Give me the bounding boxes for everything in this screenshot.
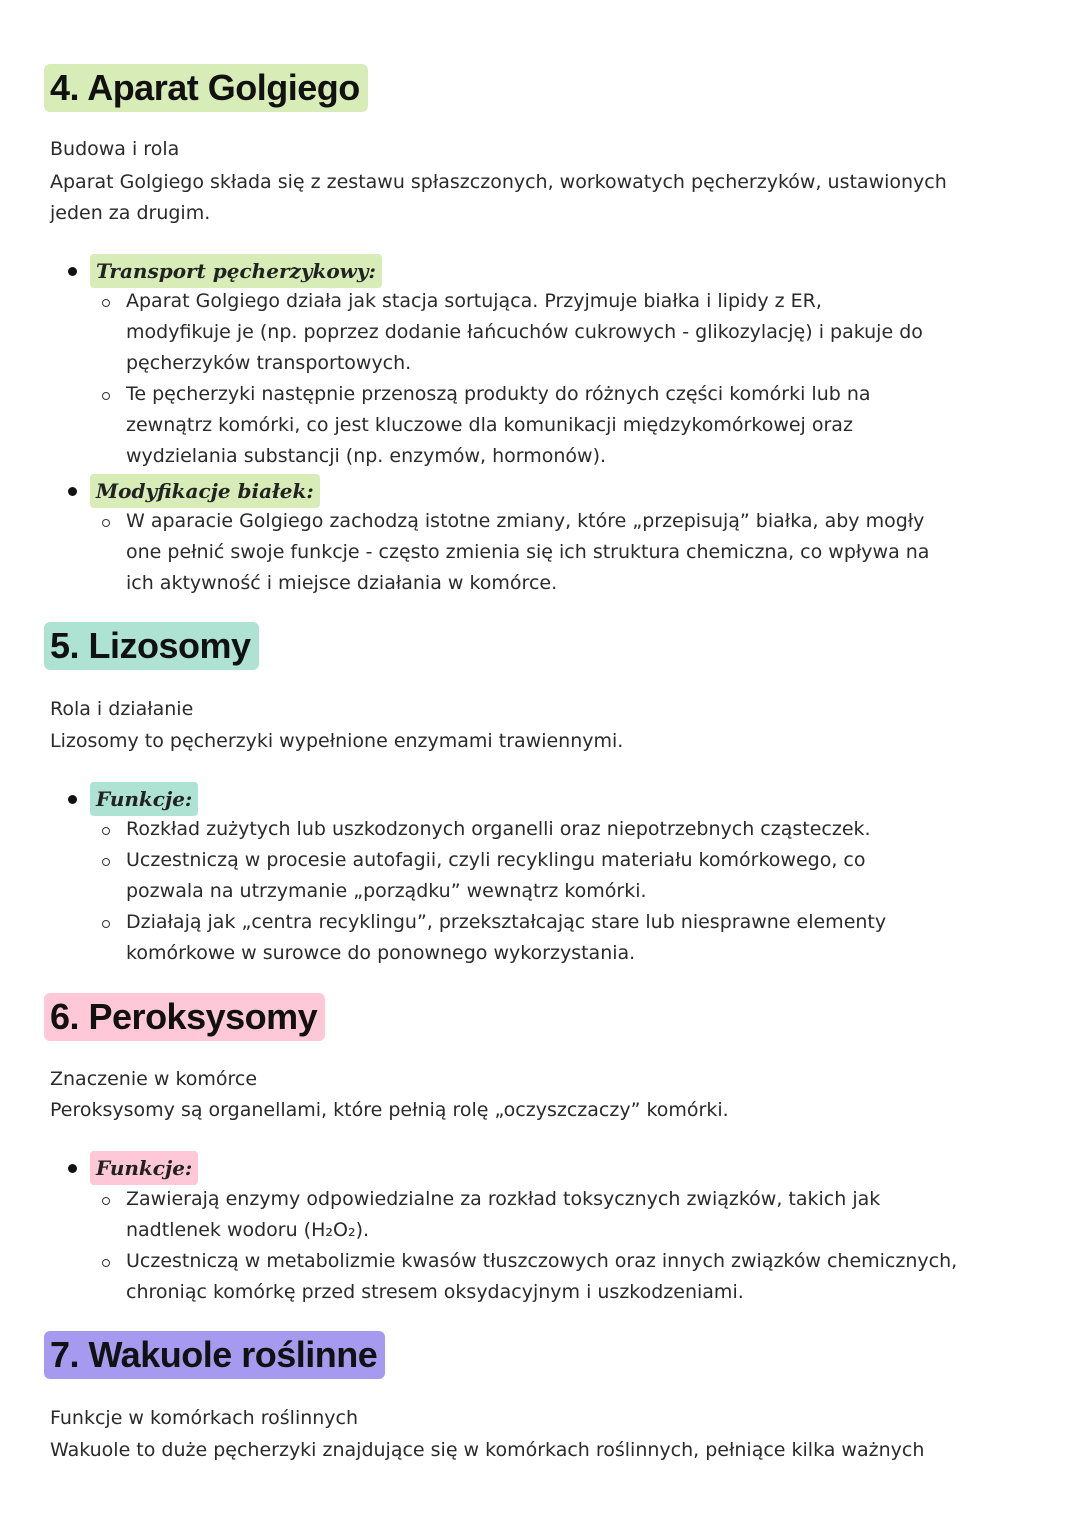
list-item-line: Działają jak „centra recyklingu”, przekształcając stare lub niesprawne elementy [126, 911, 887, 933]
list-item-line: komórkowe w surowce do ponownego wykorzystania. [126, 942, 636, 964]
label-funkcje: Funkcje: [90, 1151, 198, 1185]
section-subtitle: Znaczenie w komórce [50, 1068, 258, 1090]
intro-line: Aparat Golgiego składa się z zestawu spłaszczonych, workowatych pęcherzyków, ustawionych [50, 171, 947, 193]
bullet-dot [68, 267, 77, 276]
sub-bullet-circle [102, 1197, 110, 1205]
list-item-line: pozwala na utrzymanie „porządku” wewnątrz komórki. [126, 880, 647, 902]
sub-bullet-circle [102, 827, 110, 835]
intro-line: Peroksysomy są organellami, które pełnią rolę „oczyszczaczy” komórki. [50, 1099, 729, 1121]
intro-line: jeden za drugim. [50, 202, 211, 224]
list-item-line: Uczestniczą w metabolizmie kwasów tłuszczowych oraz innych związków chemicznych, [126, 1250, 958, 1272]
intro-line: Wakuole to duże pęcherzyki znajdujące się w komórkach roślinnych, pełniące kilka ważnych [50, 1439, 925, 1461]
section-subtitle: Rola i działanie [50, 698, 194, 720]
list-item-line: one pełnić swoje funkcje - często zmienia się ich struktura chemiczna, co wpływa na [126, 541, 930, 563]
sub-bullet-circle [102, 1259, 110, 1267]
list-item-line: pęcherzyków transportowych. [126, 352, 412, 374]
list-item-line: wydzielania substancji (np. enzymów, hormonów). [126, 445, 607, 467]
list-item-line: ich aktywność i miejsce działania w komórce. [126, 572, 558, 594]
list-item-line: Te pęcherzyki następnie przenoszą produkty do różnych części komórki lub na [126, 383, 871, 405]
section-heading-peroksysomy: 6. Peroksysomy [44, 993, 325, 1041]
intro-line: Lizosomy to pęcherzyki wypełnione enzymami trawiennymi. [50, 730, 624, 752]
sub-bullet-circle [102, 299, 110, 307]
list-item-line: nadtlenek wodoru (H₂O₂). [126, 1219, 370, 1241]
section-heading-lizosomy: 5. Lizosomy [44, 622, 259, 670]
sub-bullet-circle [102, 392, 110, 400]
section-heading-wakuole: 7. Wakuole roślinne [44, 1331, 385, 1379]
sub-bullet-circle [102, 920, 110, 928]
list-item-line: zewnątrz komórki, co jest kluczowe dla komunikacji międzykomórkowej oraz [126, 414, 853, 436]
list-item-line: chroniąc komórkę przed stresem oksydacyjnym i uszkodzeniami. [126, 1281, 744, 1303]
bullet-dot [68, 487, 77, 496]
list-item-line: Aparat Golgiego działa jak stacja sortująca. Przyjmuje białka i lipidy z ER, [126, 290, 822, 312]
list-item-line: Zawierają enzymy odpowiedzialne za rozkład toksycznych związków, takich jak [126, 1188, 881, 1210]
section-heading-golgi: 4. Aparat Golgiego [44, 64, 368, 112]
label-modyfikacje: Modyfikacje białek: [90, 474, 320, 508]
bullet-dot [68, 1164, 77, 1173]
sub-bullet-circle [102, 519, 110, 527]
section-subtitle: Funkcje w komórkach roślinnych [50, 1407, 359, 1429]
bullet-dot [68, 795, 77, 804]
section-subtitle: Budowa i rola [50, 138, 180, 160]
list-item-line: Rozkład zużytych lub uszkodzonych organelli oraz niepotrzebnych cząsteczek. [126, 818, 871, 840]
sub-bullet-circle [102, 858, 110, 866]
list-item-line: Uczestniczą w procesie autofagii, czyli recyklingu materiału komórkowego, co [126, 849, 866, 871]
label-transport: Transport pęcherzykowy: [90, 254, 382, 288]
list-item-line: modyfikuje je (np. poprzez dodanie łańcuchów cukrowych - glikozylację) i pakuje do [126, 321, 923, 343]
list-item-line: W aparacie Golgiego zachodzą istotne zmiany, które „przepisują” białka, aby mogły [126, 510, 925, 532]
label-funkcje: Funkcje: [90, 782, 198, 816]
